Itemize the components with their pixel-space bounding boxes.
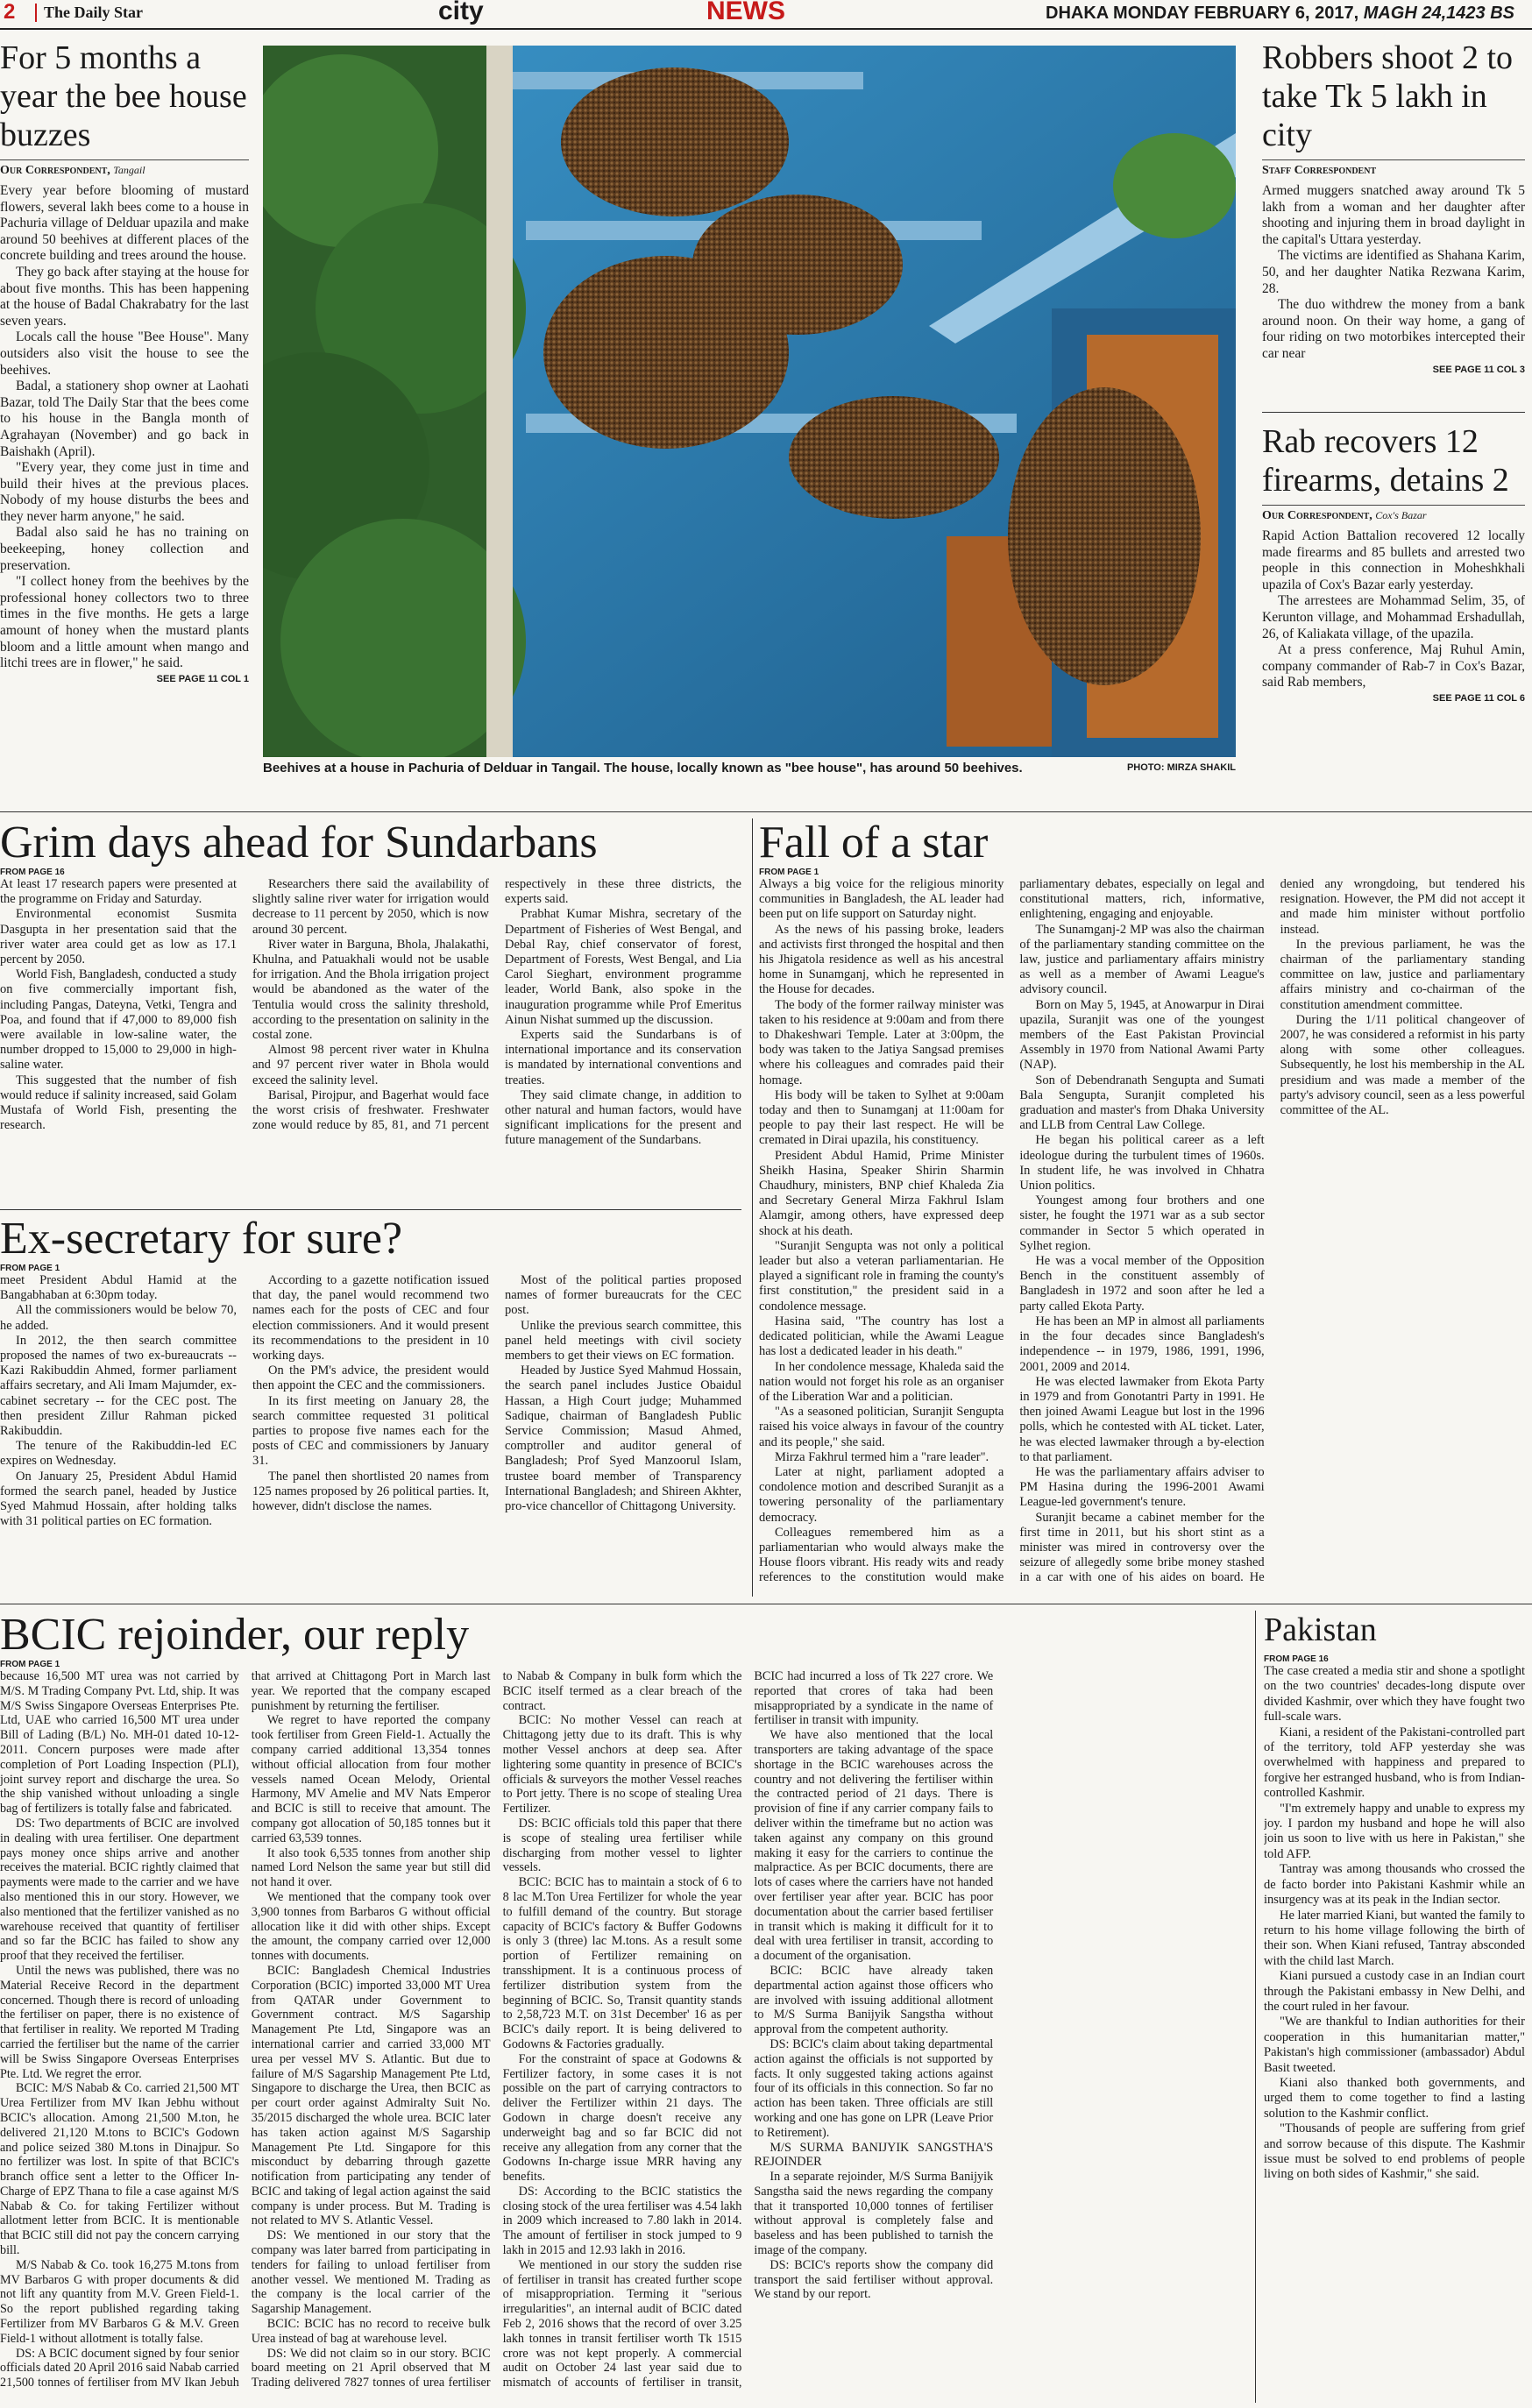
paragraph: The arrestees are Mohammad Selim, 35, of Kerunton village, and Mohammad Ershadullah, 26, of Kaliakata village, of the upazila. xyxy=(1262,593,1525,641)
article-body xyxy=(1264,1664,1525,2183)
paragraph: DS: A BCIC document signed by four senior officials dated 20 April 2016 said Nabab carried 21,500 tonnes of fertiliser from MV Ikan Jebuh that arrived at Chittagong Port in March last year. We reported that the company escaped punishment by returning the fertiliser. xyxy=(0,1669,491,2390)
paragraph: River water in Barguna, Bhola, Jhalakathi, Khulna, and Patuakhali would not be usable for irrigation. And the Bhola irrigation project would be abandoned as the water of the Tentulia would cross the salinity threshold, according to the presentation on salinity in the costal zone. xyxy=(252,937,489,1043)
paragraph: "As a seasoned politician, Suranjit Sengupta raised his voice always in favour of the country and its people," she said. xyxy=(759,1405,1004,1449)
paragraph: Environmental economist Susmita Dasgupta in her presentation said that the river water area could get as low as 17.1 percent by 2050. xyxy=(0,907,237,967)
headline: Grim days ahead for Sundarbans xyxy=(0,818,598,868)
paragraph: We mentioned in our story the sudden rise of fertiliser in transit has created further scope of misappropriation. Terming it "serious irregularities", an internal audit of BCIC dated Feb 2, 2016 shows that the record of over 3.25 lakh tonnes in transit fertiliser worth Tk 1515 crore was not kept properly. A commercial audit on October 24 last year said due to mismatch of accounts of fertiliser in transit, BCIC had incurred a loss of Tk 227 crore. We reported that crores of taka had been misappropriated by a syndicate in the name of fertiliser in transit with impunity. xyxy=(502,1669,994,2390)
paragraph: BCIC: Bangladesh Chemical Industries Corporation (BCIC) imported 33,000 MT Urea from QATAR under Government to Government contract. M/S Sagarship Management Pte Ltd, Singapore was an international carrier and carried 33,000 MT urea per vessel MV S. Atlantic. But due to failure of M/S Sagarship Management Pte Ltd, Singapore to discharge the Urea, then BCIC as per court order against Admiralty Suit No. 35/2015 discharged the whole urea. BCIC later has taken action against M/S Sagarship Management Pte Ltd. Singapore for this misconduct by debarring through gazette notification from participating any tender of BCIC and taking of legal action against the said company is under process. But M. Trading is not related to MV S. Atlantic Vessel. xyxy=(251,1963,491,2228)
paragraph: He was a vocal member of the Opposition Bench in the constituent assembly of Bangladesh in 1972 and soon after he led a party called Ekota Party. xyxy=(1019,1254,1265,1314)
paragraph: Locals call the house "Bee House". Many outsiders also visit the house to see the beehives. xyxy=(0,329,249,378)
jump-line: FROM PAGE 16 xyxy=(0,868,65,877)
paragraph: The Sunamganj-2 MP was also the chairman of the parliamentary standing committee on the law, justice and parliamentary affairs ministry as well as a member of Awami League's advisory council. xyxy=(1019,922,1265,997)
news-label: NEWS xyxy=(706,0,785,25)
article-body xyxy=(0,183,249,672)
paragraph: Born on May 5, 1945, at Anowarpur in Dirai upazila, Suranjit was one of the youngest members of the East Pakistan Provincial Assembly in 1970 from National Awami Party (NAP). xyxy=(1019,997,1265,1073)
beehive-illustration xyxy=(263,46,1236,757)
column-divider xyxy=(752,818,753,1597)
paragraph: He was elected lawmaker from Ekota Party in 1979 and from Gonotantri Party in 1991. He then joined Awami League but lost in the 1996 polls, which he contested with AL ticket. Later, he was elected lawmaker through a by-election to that parliament. xyxy=(1019,1374,1265,1464)
paragraph: His body will be taken to Sylhet at 9:00am today and then to Sunamganj at 11:00am for people to pay their last respect. He will be cremated in Dirai upazila, his constituency. xyxy=(759,1087,1004,1148)
paragraph: The victims are identified as Shahana Karim, 50, and her daughter Natika Rezwana Karim, 28. xyxy=(1262,248,1525,296)
article-body xyxy=(1262,528,1525,691)
paragraph: He has been an MP in almost all parliaments in the four decades since Bangladesh's independence -- in 1979, 1986, 1991, 1996, 2001, 2009 and 2014. xyxy=(1019,1314,1265,1374)
paragraph: Every year before blooming of mustard flowers, several lakh bees come to a house in Pachuria village of Delduar upazila and make around 50 beehives at different places of the concrete building and trees around the house. xyxy=(0,183,249,264)
paragraph: All the commissioners would be below 70, he added. xyxy=(0,1303,237,1333)
byline: Staff Correspondent xyxy=(1262,159,1525,178)
paragraph: He began his political career as a left ideologue during the turbulent times of 1960s. In student life, he was involved in Chhatra Union politics. xyxy=(1019,1133,1265,1193)
continued-note: SEE PAGE 11 COL 1 xyxy=(156,673,249,684)
paragraph: In her condolence message, Khaleda said the nation would not forget his role as an organiser of the Liberation War and a politician. xyxy=(759,1359,1004,1404)
headline: Fall of a star xyxy=(759,818,989,868)
paragraph: Most of the political parties proposed names of former bureaucrats for the CEC post. xyxy=(505,1273,741,1318)
continued-note: SEE PAGE 11 COL 6 xyxy=(1432,692,1525,704)
photo-caption: Beehives at a house in Pachuria of Delduar in Tangail. The house, locally known as "bee house", has around 50 beehives. PHOTO: MIRZA SHAKIL xyxy=(263,761,1236,776)
sundarbans-story xyxy=(0,818,741,1204)
paragraph: DS: BCIC officials told this paper that there is scope of stealing urea fertiliser while discharging from mother vessel to lighter vessels. xyxy=(502,1816,742,1875)
paragraph: Almost 98 percent river water in Khulna and 97 percent river water in Bhola would exceed the salinity level. xyxy=(252,1043,489,1087)
paragraph: President Abdul Hamid, Prime Minister Sheikh Hasina, Speaker Shirin Sharmin Chaudhury, ministers, BNP chief Khaleda Zia and Secretary General Mirza Fakhrul Islam Alamgir, among others, have expressed deep shock at his death. xyxy=(759,1148,1004,1238)
paragraph: "We are thankful to Indian authorities for their cooperation in this humanitarian matter," Pakistan's high commissioner (ambassador) Abdul Basit tweeted. xyxy=(1264,2015,1525,2075)
paragraph: We regret to have reported the company took fertiliser from Green Field-1. Actually the company carried additional 13,354 tonnes without official allocation from four mother vessels named Ocean Melody, Oriental Harmony, MV Amelie and MV Nats Emperor and BCIC is still to receive that amount. The company got allocation of 50,185 tonnes but it carried 63,539 tonnes. xyxy=(251,1713,491,1845)
byline: Our Correspondent, Cox's Bazar xyxy=(1262,505,1525,523)
paragraph: Kiani pursued a custody case in an Indian court through the Pakistani embassy in New Delhi, and the court ruled in her favour. xyxy=(1264,1969,1525,2014)
article-body xyxy=(1262,183,1525,363)
column-divider xyxy=(1255,1611,1256,2403)
paragraph: DS: We mentioned in our story that the company was later barred from participating in tenders for failing to unload fertiliser from another vessel. We mentioned M. Trading as the company is the local carrier of the Sagarship Management. xyxy=(251,2228,491,2317)
headline: Pakistan xyxy=(1264,1611,1377,1648)
paragraph: The tenure of the Rakibuddin-led EC expires on Wednesday. xyxy=(0,1439,237,1469)
paragraph: "I'm extremely happy and unable to express my joy. I pardon my husband and hope he will also join us soon to live with us here in Pakistan," she told AFP. xyxy=(1264,1801,1525,1861)
paragraph: Prabhat Kumar Mishra, secretary of the Department of Fisheries of West Bengal, and Debal Ray, chief conservator of forest, Department of Forests, West Bengal, and Lia Carol Sieghart, environment programme leader, World Bank, also spoke in the inauguration programme while Prof Emeritus Ainun Nishat summed up the discussion. xyxy=(505,907,741,1027)
bcic-story xyxy=(0,1611,1245,2403)
paragraph: Unlike the previous search committee, this panel held meetings with civil society members to get their views on EC formation. xyxy=(505,1318,741,1363)
robbers-story xyxy=(1262,39,1525,407)
headline: Ex-secretary for sure? xyxy=(0,1215,403,1264)
paragraph: M/S Nabab & Co. took 16,275 M.tons from MV Barbaros G with proper documents & did not lift any quantity from M.V. Green Field-1. So the report published regarding taking Fertilizer from MV Barbaros G & M.V. Green Field-1 without allotment is totally false. xyxy=(0,2257,239,2346)
masthead xyxy=(0,0,1532,30)
paragraph: Youngest among four brothers and one sister, he fought the 1971 war as a sub sector commander in Sector 5 which operated in Sylhet region. xyxy=(1019,1193,1265,1253)
paragraph: We mentioned that the company took over 3,900 tonnes from Barbaros G without official allocation like it did with other ships. Except the amount, the company carried over 12,000 tonnes with documents. xyxy=(251,1889,491,1964)
paragraph: Barisal, Pirojpur, and Bagerhat would face the worst crisis of freshwater. Freshwater zone would reduce by 85, 81, and 71 percent respectively in these three districts, the experts said. xyxy=(252,877,741,1133)
paragraph: Rapid Action Battalion recovered 12 locally made firearms and 85 bullets and arrested two people in this connection in Moheshkhali upazila of Cox's Bazar early yesterday. xyxy=(1262,528,1525,592)
paragraph: Kiani also thanked both governments, and urged them to come together to find a lasting solution to the Kashmir conflict. xyxy=(1264,2075,1525,2121)
paragraph: During the 1/11 political changeover of 2007, he was considered a reformist in his party along with some other colleagues. Subsequently, he lost his membership in the AL presidium and was made a member of the party's advisory council, seen as a less powerful committee of the AL. xyxy=(1280,1012,1525,1118)
paragraph: For the constraint of space at Godowns & Fertilizer factory, in some cases it is not possible on the part of carrying contractors to deliver the Fertilizer within 21 days. The Godown in charge doesn't receive any underweight bag and so far BCIC did not receive any allegation from any corner that the Godowns In-charge issue MRR having any benefits. xyxy=(502,2051,742,2185)
headline: Rab recovers 12 firearms, detains 2 xyxy=(1262,423,1509,499)
paragraph: Kiani, a resident of the Pakistani-controlled part of the territory, told AFP yesterday she was overwhelmed with happiness and prepared to forgive her estranged husband, who is from Indian-controlled Kashmir. xyxy=(1264,1725,1525,1801)
paragraph: DS: BCIC's reports show the company did transport the said fertiliser without approval. We stand by our report. xyxy=(754,2257,994,2302)
divider xyxy=(0,1209,741,1210)
paragraph: At a press conference, Maj Ruhul Amin, company commander of Rab-7 in Cox's Bazar, said Rab members, xyxy=(1262,642,1525,691)
paragraph: He later married Kiani, but wanted the family to return to his home village following the birth of their son. When Kiani refused, Tantray absconded with the child last March. xyxy=(1264,1908,1525,1968)
paragraph: The panel then shortlisted 20 names from 125 names proposed by 26 political parties. It, however, didn't disclose the names. xyxy=(252,1469,489,1514)
paragraph: In 2012, the then search committee proposed the names of two ex-bureaucrats -- Kazi Rakibuddin Ahmed, former parliament affairs secretary, and Ali Imam Majumder, ex-cabinet secretary -- for the CEC post. The then president Zillur Rahman picked Rakibuddin. xyxy=(0,1333,237,1439)
paragraph: Experts said the Sundarbans is of international importance and its conservation is mandated by international conventions and treaties. xyxy=(505,1028,741,1087)
paragraph: They go back after staying at the house for about five months. This has been happening at the house of Badal Chakrabatry for the last seven years. xyxy=(0,264,249,329)
headline: Robbers shoot 2 to take Tk 5 lakh in city xyxy=(1262,39,1514,153)
paragraph: As the news of his passing broke, leaders and activists first thronged the hospital and then his Jhigatola residence as well as his ancestral home in Sunamganj, which he represented in the House for decades. xyxy=(759,922,1004,997)
paragraph: meet President Abdul Hamid at the Bangabhaban at 6:30pm today. xyxy=(0,1273,237,1303)
paragraph: Colleagues remembered him as a parliamentarian who would always make the House floors vibrant. His ready wits and ready references to the constitution would make parliamentary debates, especially on legal and constitutional matters, rich, informative, enlightening, engaging and enjoyable. xyxy=(759,877,1265,1585)
divider xyxy=(1262,412,1525,413)
article-body xyxy=(0,1669,1245,2397)
fall-of-a-star-story xyxy=(759,818,1525,1597)
paragraph: BCIC: BCIC have already taken departmental action against those officers who are involved with issuing additional allotment to M/S Surma Banijyik Sangstha without approval from the competent authority. xyxy=(754,1963,994,2037)
paragraph: Tantray was among thousands who crossed the de facto border into Pakistani Kashmir while an insurgency was at its peak in the Indian sector. xyxy=(1264,1862,1525,1908)
paragraph: Later at night, parliament adopted a condolence motion and described Suranjit as a towering personality of the parliamentary democracy. xyxy=(759,1464,1004,1525)
paragraph: DS: We did not claim so in our story. BCIC board meeting on 21 April observed that M Trading delivered 7827 tonnes of urea fertiliser to Nabab & Company in bulk form which the BCIC itself termed as a clear breach of the contract. xyxy=(251,1669,742,2390)
paper-name: The Daily Star xyxy=(35,4,143,22)
article-body xyxy=(0,1273,741,1529)
paragraph: Researchers there said the availability of slightly saline river water for irrigation would decrease to 11 percent by 2050, which is now around 30 percent. xyxy=(252,877,489,937)
pakistan-story xyxy=(1264,1611,1525,2403)
paragraph: DS: Two departments of BCIC are involved in dealing with urea fertiliser. One department pays money once ships arrive and another receives the material. BCIC rightly claimed that payments were made to the carrier and we have also mentioned this in our story. However, we also mentioned that the fertilizer vanished as no warehouse received that quantity of fertiliser and so far the BCIC has failed to show any proof that they received the fertiliser. xyxy=(0,1816,239,1964)
paragraph: In its first meeting on January 28, the search committee requested 31 political parties to propose five names each for the posts of CEC and commissioners by January 31. xyxy=(252,1393,489,1469)
paragraph: BCIC: M/S Nabab & Co. carried 21,500 MT Urea Fertilizer from MV Ikan Jebhu without BCIC's allocation. Among 21,500 M.ton, he delivered 21,120 M.tons to BCIC's Godown and police seized 380 M.tons in Dinajpur. So no fertilizer was lost. In spite of that BCIC's branch office sent a letter to the Officer In-Charge of EPZ Thana to file a case against M/S Nabab & Co. for taking Fertilizer without allotment letter from BCIC. It is mentionable that BCIC still did not pay the concern carrying bill. xyxy=(0,2081,239,2258)
paragraph: He was the parliamentary affairs adviser to PM Hasina during the 1996-2001 Awami League-led government's tenure. xyxy=(1019,1464,1265,1510)
photo-credit: PHOTO: MIRZA SHAKIL xyxy=(1126,762,1236,773)
jump-line: FROM PAGE 1 xyxy=(0,1264,60,1273)
continued-note: SEE PAGE 11 COL 3 xyxy=(1432,364,1525,375)
beehive-photo xyxy=(263,46,1236,757)
jump-line: FROM PAGE 1 xyxy=(0,1660,60,1669)
paragraph: This suggested that the number of fish would reduce if salinity increased, said Golam Mustafa of World Fish, presenting the research. xyxy=(0,1073,237,1133)
paragraph: On the PM's advice, the president would then appoint the CEC and the commissioners. xyxy=(252,1363,489,1393)
jump-line: FROM PAGE 16 xyxy=(1264,1654,1329,1664)
article-body xyxy=(0,877,741,1149)
paragraph: because 16,500 MT urea was not carried by M/S. M Trading Company Pvt. Ltd, ship. It was M/S Swiss Singapore Overseas Enterprises Pte. Ltd, UAE who carried 16,500 MT urea under Bill of Lading (B/L) No. MH-01 dated 10-12-2011. Concern purposes were made after completion of Port Loading Inspection (PLI), joint survey report and discharge the urea. So the ship vanished without unloading a single bag of fertilizers is totally false and fabricated. xyxy=(0,1669,239,1817)
paragraph: Armed muggers snatched away around Tk 5 lakh from a woman and her daughter after shooting and injuring them in broad daylight in the capital's Uttara yesterday. xyxy=(1262,183,1525,247)
paragraph: In the previous parliament, he was the chairman of the parliamentary standing committee on law, justice and parliamentary affairs ministry and co-chairman of the constitution amendment committee. xyxy=(1280,937,1525,1012)
paragraph: The body of the former railway minister was taken to his residence at 9:00am and from there to Dhakeshwari Temple. Later at 3:00pm, the body was taken to the Jatiya Sangsad premises where his colleagues and comrades paid their homage. xyxy=(759,997,1004,1087)
dateline: DHAKA MONDAY FEBRUARY 6, 2017, MAGH 24,1423 BS xyxy=(1046,4,1514,23)
paragraph: "Suranjit Sengupta was not only a political leader but also a veteran parliamentarian. He played a significant role in framing the county's first constitution," the president said in a condolence message. xyxy=(759,1238,1004,1314)
rab-story xyxy=(1262,422,1525,792)
paragraph: We have also mentioned that the local transporters are taking advantage of the space shortage in the BCIC warehouses across the country and not delivering the fertiliser within the contracted period of 21 days. There is provision of fine if any carrier company fails to deliver within the timeframe but no action was taken against any company on this ground making it easy for the carriers to continue the malpractice. As per BCIC documents, there are lots of cases where the carriers have not handed over fertiliser year after year. BCIC has poor documentation about the carrier based fertiliser in transit which is making it difficult for it to deal with urea fertiliser in transit, according to a document of the organisation. xyxy=(754,1728,994,1964)
paragraph: World Fish, Bangladesh, conducted a study on five commercially important fish, including Pangas, Dateyna, Vetki, Tengra and Poa, and found that if 47,000 to 89,000 fish were available in low-saline water, the number dropped to 15,000 to 29,000 in high-saline water. xyxy=(0,967,237,1073)
headline: BCIC rejoinder, our reply xyxy=(0,1611,470,1660)
paragraph: "Thousands of people are suffering from grief and sorrow because of this dispute. The Kashmir issue must be solved to end problems of people living on both sides of Kashmir," she said. xyxy=(1264,2121,1525,2182)
bangla-date: MAGH 24,1423 BS xyxy=(1363,4,1514,23)
paragraph: M/S SURMA BANIJYIK SANGSTHA'S REJOINDER xyxy=(754,2140,994,2170)
paragraph: BCIC: BCIC has to maintain a stock of 6 to 8 lac M.Ton Urea Fertilizer for whole the year to fulfill demand of the country. But storage capacity of BCIC's factory & Buffer Godowns is only 3 (three) lac M.tons. As a result some portion of Fertilizer remaining on transshipment. It is a continuous process of fertilizer distribution system from the beginning of BCIC. So, Transit quantity stands to 2,58,723 M.T. on 31st December' 16 as per BCIC's daily report. It is being delivered to Godowns & Factories gradually. xyxy=(502,1875,742,2051)
bee-house-story xyxy=(0,39,249,792)
paragraph: In a separate rejoinder, M/S Surma Banijyik Sangstha said the news regarding the company that it transported 10,000 tonnes of fertiliser without approval is completely false and baseless and has been published to tarnish the image of the company. xyxy=(754,2170,994,2258)
paragraph: Son of Debendranath Sengupta and Sumati Bala Sengupta, Suranjit completed his graduation and master's from Dhaka University and LLB from Central Law College. xyxy=(1019,1073,1265,1133)
paragraph: Badal, a stationery shop owner at Laohati Bazar, told The Daily Star that the bees come to his house in the Bangla month of Agrahayan (November) and go back in Baishakh (April). xyxy=(0,379,249,459)
paragraph: On January 25, President Abdul Hamid formed the search panel, headed by Justice Syed Mahmud Hossain, after holding talks with 31 political parties on EC formation. xyxy=(0,1469,237,1529)
paragraph: Badal also said he has no training on beekeeping, honey collection and preservation. xyxy=(0,525,249,573)
paragraph: "Every year, they come just in time and build their hives at the previous places. Nobody of my house disturbs the bees and they never harm anyone," he said. xyxy=(0,460,249,524)
paragraph: Headed by Justice Syed Mahmud Hossain, the search panel includes Justice Obaidul Hassan, a High Court judge; Muhammed Sadique, chairman of Bangladesh Public Service Commission; Masud Ahmed, comptroller and auditor general of Bangladesh; Prof Syed Manzoorul Islam, trustee board member of Transparency International Bangladesh; and Shireen Akhter, pro-vice chancellor of Chittagong University. xyxy=(505,1363,741,1514)
paragraph: The case created a media stir and shone a spotlight on the two countries' decades-long dispute over divided Kashmir, over which they have fought two full-scale wars. xyxy=(1264,1664,1525,1725)
paragraph: They said climate change, in addition to other natural and human factors, would have significant implications for the present and future management of the Sundarbans. xyxy=(505,1087,741,1148)
paragraph: At least 17 research papers were presented at the programme on Friday and Saturday. xyxy=(0,877,237,907)
paragraph: Hasina said, "The country has lost a dedicated politician, while the Awami League has lost a dedicated leader in his death." xyxy=(759,1314,1004,1359)
paragraph: DS: According to the BCIC statistics the closing stock of the urea fertiliser was 4.54 lakh in 2009 which increased to 7.80 lakh in 2014. The amount of fertiliser in stock jumped to 9 lakh in 2015 and 12.93 lakh in 2016. xyxy=(502,2184,742,2258)
paragraph: Always a big voice for the religious minority communities in Bangladesh, the AL leader had been put on life support on Saturday night. xyxy=(759,877,1004,922)
paragraph: The duo withdrew the money from a bank around noon. On their way home, a gang of four riding on two motorbikes intercepted their car near xyxy=(1262,297,1525,361)
paragraph: Until the news was published, there was no Material Receive Record in the department concerned. Though there is record of unloading the fertiliser on paper, there is no existence of that fertiliser in reality. We reported M Trading carried the fertiliser but the name of the carrier will be Swiss Singapore Overseas Enterprises Pte. Ltd. We regret the error. xyxy=(0,1963,239,2081)
paragraph: According to a gazette notification issued that day, the panel would recommend two names each for the posts of CEC and four election commissioners. And it would present its recommendations to the president in 10 working days. xyxy=(252,1273,489,1363)
paragraph: BCIC: No mother Vessel can reach at Chittagong jetty due to its draft. This is why mother Vessel anchors at deep sea. After lightering some quantity in presence of BCIC's officials & surveyors the mother Vessel reaches to Port jetty. There is no scope of stealing Urea Fertilizer. xyxy=(502,1713,742,1817)
byline: Our Correspondent, Tangail xyxy=(0,159,249,178)
section-label: city xyxy=(438,0,484,25)
headline: For 5 months a year the bee house buzzes xyxy=(0,39,247,153)
paragraph: BCIC: BCIC has no record to receive bulk Urea instead of bag at warehouse level. xyxy=(251,2317,491,2346)
section-divider xyxy=(0,811,1532,812)
ex-secretary-story xyxy=(0,1215,741,1597)
paragraph: It also took 6,535 tonnes from another ship named Lord Nelson the same year but still did not hand it over. xyxy=(251,1845,491,1890)
paragraph: Mirza Fakhrul termed him a "rare leader". xyxy=(775,1449,989,1464)
page-number: 2 xyxy=(4,0,16,24)
article-body xyxy=(759,877,1525,1596)
paragraph: Suranjit became a cabinet member for the first time in 2011, but his short stint as a minister was mired in controversy over the seizure of allegedly some bribe money stashed in a car with one of his aides on board. He denied any wrongdoing, but tendered his resignation. However, the PM did not accept it and made him minister without portfolio instead. xyxy=(1019,877,1525,1585)
paragraph: "I collect honey from the beehives by the professional honey collectors two to three times in the five months. He gets a large amount of honey when the mustard plants bloom and a little amount when mango and litchi trees are in flower," he said. xyxy=(0,574,249,671)
jump-line: FROM PAGE 1 xyxy=(759,868,819,877)
paragraph: DS: BCIC's claim about taking departmental action against the officials is not supported by facts. It only suggested taking actions against four of its officials in this connection. So far no action has been taken. Three officials are still working and one has gone on LPR (Leave Prior to Retirement). xyxy=(754,2036,994,2140)
